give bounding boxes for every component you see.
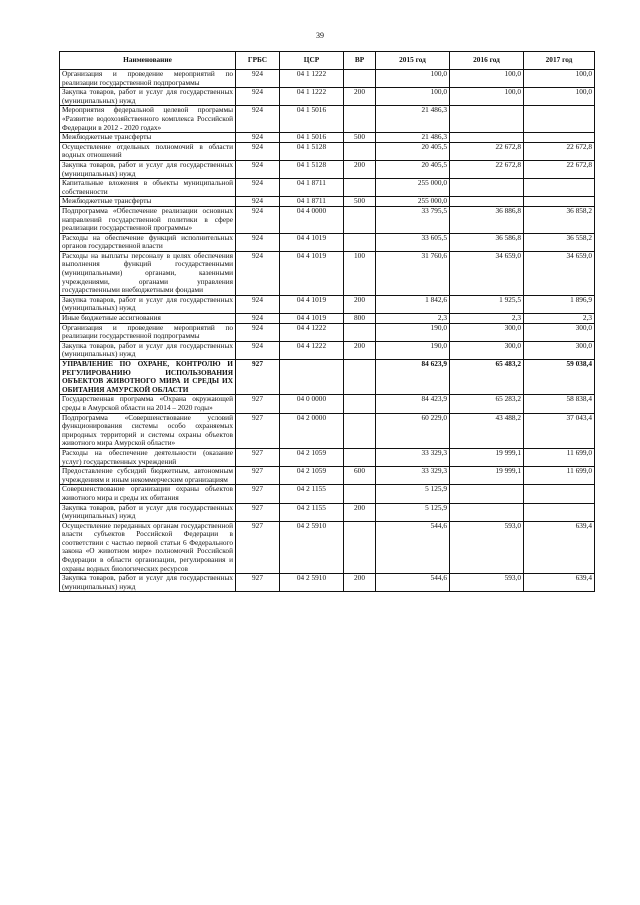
row-csr-cell: 04 2 1155 — [280, 503, 344, 521]
row-vr-cell: 200 — [344, 160, 376, 178]
row-name-cell: Подпрограмма «Совершенствование условий функционирования системы особо охраняемых природных территорий и системы охраны объектов животного мира Амурской области» — [60, 413, 236, 448]
row-vr-cell — [344, 521, 376, 574]
row-grbs-cell: 924 — [236, 106, 280, 133]
table-row — [60, 467, 595, 485]
budget-table — [59, 51, 595, 592]
row-csr-cell: 04 4 1019 — [280, 295, 344, 313]
row-grbs-cell: 924 — [236, 295, 280, 313]
table-row — [60, 142, 595, 160]
row-vr-cell: 600 — [344, 467, 376, 485]
header-vr: ВР — [344, 52, 376, 70]
table-row — [60, 574, 595, 592]
row-2016-cell: 19 999,1 — [450, 467, 524, 485]
table-row — [60, 413, 595, 448]
row-2016-cell: 593,0 — [450, 574, 524, 592]
row-name-cell: Закупка товаров, работ и услуг для государственных (муниципальных) нужд — [60, 88, 236, 106]
row-2015-cell: 5 125,9 — [376, 503, 450, 521]
table-row — [60, 233, 595, 251]
row-csr-cell: 04 4 1222 — [280, 341, 344, 359]
row-grbs-cell: 927 — [236, 485, 280, 503]
row-name-cell: Капитальные вложения в объекты муниципальной собственности — [60, 179, 236, 197]
row-vr-cell: 200 — [344, 295, 376, 313]
table-row — [60, 521, 595, 574]
table-row — [60, 179, 595, 197]
table-row — [60, 360, 595, 395]
table-header-row — [60, 52, 595, 70]
row-2015-cell: 84 423,9 — [376, 395, 450, 413]
row-csr-cell: 04 4 0000 — [280, 206, 344, 233]
row-2017-cell: 37 043,4 — [524, 413, 595, 448]
row-2017-cell: 11 699,0 — [524, 467, 595, 485]
row-2016-cell — [450, 503, 524, 521]
row-vr-cell — [344, 448, 376, 466]
row-2016-cell — [450, 106, 524, 133]
table-row — [60, 295, 595, 313]
row-2015-cell: 84 623,9 — [376, 360, 450, 395]
row-vr-cell — [344, 206, 376, 233]
row-2016-cell: 2,3 — [450, 314, 524, 324]
row-csr-cell: 04 1 5128 — [280, 142, 344, 160]
header-csr: ЦСР — [280, 52, 344, 70]
row-vr-cell — [344, 395, 376, 413]
header-2015: 2015 год — [376, 52, 450, 70]
row-2015-cell: 255 000,0 — [376, 197, 450, 207]
row-vr-cell: 500 — [344, 133, 376, 143]
row-csr-cell: 04 1 1222 — [280, 88, 344, 106]
row-csr-cell: 04 4 1019 — [280, 314, 344, 324]
row-csr-cell: 04 4 1019 — [280, 233, 344, 251]
row-2017-cell — [524, 503, 595, 521]
row-2016-cell: 100,0 — [450, 88, 524, 106]
row-2015-cell: 190,0 — [376, 323, 450, 341]
row-2017-cell — [524, 106, 595, 133]
row-name-cell: Закупка товаров, работ и услуг для государственных (муниципальных) нужд — [60, 574, 236, 592]
row-vr-cell — [344, 106, 376, 133]
row-2017-cell — [524, 133, 595, 143]
row-name-cell: Расходы на обеспечение функций исполнительных органов государственной власти — [60, 233, 236, 251]
row-grbs-cell: 924 — [236, 179, 280, 197]
row-2017-cell: 22 672,8 — [524, 160, 595, 178]
row-csr-cell: 04 2 1059 — [280, 448, 344, 466]
row-2015-cell: 544,6 — [376, 521, 450, 574]
row-2017-cell — [524, 485, 595, 503]
row-csr-cell: 04 2 1059 — [280, 467, 344, 485]
row-grbs-cell: 924 — [236, 251, 280, 295]
row-2016-cell — [450, 485, 524, 503]
header-name: Наименование — [60, 52, 236, 70]
row-name-cell: Расходы на обеспечение деятельности (оказание услуг) государственных учреждений — [60, 448, 236, 466]
row-2017-cell: 639,4 — [524, 574, 595, 592]
row-2017-cell — [524, 197, 595, 207]
row-csr-cell: 04 2 5910 — [280, 574, 344, 592]
row-grbs-cell: 924 — [236, 206, 280, 233]
table-row — [60, 197, 595, 207]
row-2015-cell: 20 405,5 — [376, 160, 450, 178]
table-row — [60, 70, 595, 88]
row-csr-cell: 04 1 5016 — [280, 106, 344, 133]
row-2017-cell: 1 896,9 — [524, 295, 595, 313]
row-csr-cell: 04 2 1155 — [280, 485, 344, 503]
row-2017-cell: 34 659,0 — [524, 251, 595, 295]
row-grbs-cell: 924 — [236, 133, 280, 143]
row-vr-cell — [344, 323, 376, 341]
row-2017-cell: 36 858,2 — [524, 206, 595, 233]
row-csr-cell: 04 0 0000 — [280, 395, 344, 413]
row-vr-cell: 100 — [344, 251, 376, 295]
row-grbs-cell: 927 — [236, 360, 280, 395]
row-2015-cell: 544,6 — [376, 574, 450, 592]
row-2017-cell: 22 672,8 — [524, 142, 595, 160]
row-2015-cell: 255 000,0 — [376, 179, 450, 197]
row-csr-cell: 04 1 5128 — [280, 160, 344, 178]
row-grbs-cell: 927 — [236, 467, 280, 485]
row-grbs-cell: 927 — [236, 574, 280, 592]
row-2015-cell: 33 795,5 — [376, 206, 450, 233]
row-name-cell: Осуществление отдельных полномочий в области водных отношений — [60, 142, 236, 160]
row-csr-cell: 04 1 5016 — [280, 133, 344, 143]
row-2017-cell: 36 558,2 — [524, 233, 595, 251]
row-grbs-cell: 927 — [236, 395, 280, 413]
row-name-cell: Расходы на выплаты персоналу в целях обеспечения выполнения функций государственными (муниципальными) органами, казенными учреждениями, органами управления государственными внебюджетными фондами — [60, 251, 236, 295]
header-grbs: ГРБС — [236, 52, 280, 70]
row-2017-cell: 11 699,0 — [524, 448, 595, 466]
row-grbs-cell: 924 — [236, 142, 280, 160]
row-2016-cell: 19 999,1 — [450, 448, 524, 466]
row-2016-cell: 43 488,2 — [450, 413, 524, 448]
row-2016-cell: 34 659,0 — [450, 251, 524, 295]
table-row — [60, 503, 595, 521]
row-2015-cell: 100,0 — [376, 88, 450, 106]
row-2015-cell: 31 760,6 — [376, 251, 450, 295]
row-name-cell: Закупка товаров, работ и услуг для государственных (муниципальных) нужд — [60, 503, 236, 521]
row-2017-cell: 58 838,4 — [524, 395, 595, 413]
row-2017-cell: 59 038,4 — [524, 360, 595, 395]
row-2017-cell: 300,0 — [524, 323, 595, 341]
row-name-cell: Межбюджетные трансферты — [60, 197, 236, 207]
row-name-cell: Государственная программа «Охрана окружающей среды в Амурской области на 2014 – 2020 годы» — [60, 395, 236, 413]
table-row — [60, 133, 595, 143]
row-2017-cell: 639,4 — [524, 521, 595, 574]
row-2015-cell: 60 229,0 — [376, 413, 450, 448]
row-2015-cell: 1 842,6 — [376, 295, 450, 313]
row-2016-cell: 1 925,5 — [450, 295, 524, 313]
row-2016-cell — [450, 197, 524, 207]
row-grbs-cell: 927 — [236, 448, 280, 466]
table-row — [60, 106, 595, 133]
row-name-cell: Предоставление субсидий бюджетным, автономным учреждениям и иным некоммерческим организациям — [60, 467, 236, 485]
row-2017-cell: 2,3 — [524, 314, 595, 324]
row-grbs-cell: 924 — [236, 233, 280, 251]
row-grbs-cell: 927 — [236, 413, 280, 448]
row-name-cell: Мероприятия федеральной целевой программы «Развитие водохозяйственного комплекса Российской Федерации в 2012 - 2020 годах» — [60, 106, 236, 133]
row-grbs-cell: 924 — [236, 341, 280, 359]
row-2016-cell: 300,0 — [450, 341, 524, 359]
row-2017-cell — [524, 179, 595, 197]
row-2016-cell: 36 886,8 — [450, 206, 524, 233]
row-vr-cell — [344, 179, 376, 197]
table-row — [60, 395, 595, 413]
row-2016-cell: 65 283,2 — [450, 395, 524, 413]
row-csr-cell: 04 1 8711 — [280, 197, 344, 207]
row-csr-cell: 04 1 1222 — [280, 70, 344, 88]
table-row — [60, 88, 595, 106]
row-name-cell: Организация и проведение мероприятий по реализации государственной подпрограммы — [60, 70, 236, 88]
row-2016-cell: 36 586,8 — [450, 233, 524, 251]
row-name-cell: УПРАВЛЕНИЕ ПО ОХРАНЕ, КОНТРОЛЮ И РЕГУЛИРОВАНИЮ ИСПОЛЬЗОВАНИЯ ОБЪЕКТОВ ЖИВОТНОГО МИРА И СРЕДЫ ИХ ОБИТАНИЯ АМУРСКОЙ ОБЛАСТИ — [60, 360, 236, 395]
page-number: 39 — [316, 31, 324, 40]
row-vr-cell — [344, 70, 376, 88]
row-2015-cell: 5 125,9 — [376, 485, 450, 503]
row-grbs-cell: 924 — [236, 160, 280, 178]
row-2015-cell: 33 329,3 — [376, 467, 450, 485]
row-name-cell: Осуществление переданных органам государственной власти субъектов Российской Федерации в соответствии с частью первой статьи 6 Федерального закона «О животном мире» полномочий Российской Федерации в области организации, регулирования и охраны водных биологических ресурсов — [60, 521, 236, 574]
row-name-cell: Иные бюджетные ассигнования — [60, 314, 236, 324]
row-2016-cell: 22 672,8 — [450, 160, 524, 178]
row-grbs-cell: 924 — [236, 323, 280, 341]
row-2015-cell: 33 329,3 — [376, 448, 450, 466]
row-csr-cell: 04 4 1222 — [280, 323, 344, 341]
row-vr-cell: 500 — [344, 197, 376, 207]
row-2015-cell: 100,0 — [376, 70, 450, 88]
table-row — [60, 341, 595, 359]
row-vr-cell: 200 — [344, 341, 376, 359]
row-2016-cell: 593,0 — [450, 521, 524, 574]
header-2017: 2017 год — [524, 52, 595, 70]
row-grbs-cell: 927 — [236, 521, 280, 574]
row-name-cell: Совершенствование организации охраны объектов животного мира и среды их обитания — [60, 485, 236, 503]
row-vr-cell — [344, 142, 376, 160]
table-row — [60, 160, 595, 178]
table-row — [60, 314, 595, 324]
row-name-cell: Закупка товаров, работ и услуг для государственных (муниципальных) нужд — [60, 341, 236, 359]
row-vr-cell — [344, 360, 376, 395]
row-vr-cell: 200 — [344, 88, 376, 106]
table-row — [60, 251, 595, 295]
row-vr-cell — [344, 485, 376, 503]
row-grbs-cell: 924 — [236, 197, 280, 207]
header-2016: 2016 год — [450, 52, 524, 70]
row-grbs-cell: 924 — [236, 314, 280, 324]
row-2017-cell: 100,0 — [524, 88, 595, 106]
row-csr-cell: 04 2 5910 — [280, 521, 344, 574]
row-2016-cell: 65 483,2 — [450, 360, 524, 395]
row-csr-cell: 04 2 0000 — [280, 413, 344, 448]
row-vr-cell: 200 — [344, 574, 376, 592]
row-2016-cell — [450, 179, 524, 197]
row-vr-cell: 800 — [344, 314, 376, 324]
row-name-cell: Организация и проведение мероприятий по реализации государственной подпрограммы — [60, 323, 236, 341]
row-2015-cell: 21 486,3 — [376, 106, 450, 133]
row-2015-cell: 21 486,3 — [376, 133, 450, 143]
row-2016-cell: 22 672,8 — [450, 142, 524, 160]
table-row — [60, 206, 595, 233]
row-vr-cell — [344, 413, 376, 448]
row-grbs-cell: 924 — [236, 88, 280, 106]
row-grbs-cell: 924 — [236, 70, 280, 88]
row-2016-cell: 100,0 — [450, 70, 524, 88]
row-csr-cell — [280, 360, 344, 395]
row-name-cell: Закупка товаров, работ и услуг для государственных (муниципальных) нужд — [60, 160, 236, 178]
row-vr-cell — [344, 233, 376, 251]
row-vr-cell: 200 — [344, 503, 376, 521]
row-grbs-cell: 927 — [236, 503, 280, 521]
row-name-cell: Подпрограмма «Обеспечение реализации основных направлений государственной политики в сфере реализации государственной программы» — [60, 206, 236, 233]
row-2016-cell: 300,0 — [450, 323, 524, 341]
row-2017-cell: 300,0 — [524, 341, 595, 359]
table-row — [60, 485, 595, 503]
row-name-cell: Закупка товаров, работ и услуг для государственных (муниципальных) нужд — [60, 295, 236, 313]
row-2016-cell — [450, 133, 524, 143]
row-csr-cell: 04 1 8711 — [280, 179, 344, 197]
table-row — [60, 323, 595, 341]
row-2015-cell: 190,0 — [376, 341, 450, 359]
row-2015-cell: 33 605,5 — [376, 233, 450, 251]
row-csr-cell: 04 4 1019 — [280, 251, 344, 295]
row-2017-cell: 100,0 — [524, 70, 595, 88]
row-2015-cell: 2,3 — [376, 314, 450, 324]
table-row — [60, 448, 595, 466]
row-name-cell: Межбюджетные трансферты — [60, 133, 236, 143]
row-2015-cell: 20 405,5 — [376, 142, 450, 160]
